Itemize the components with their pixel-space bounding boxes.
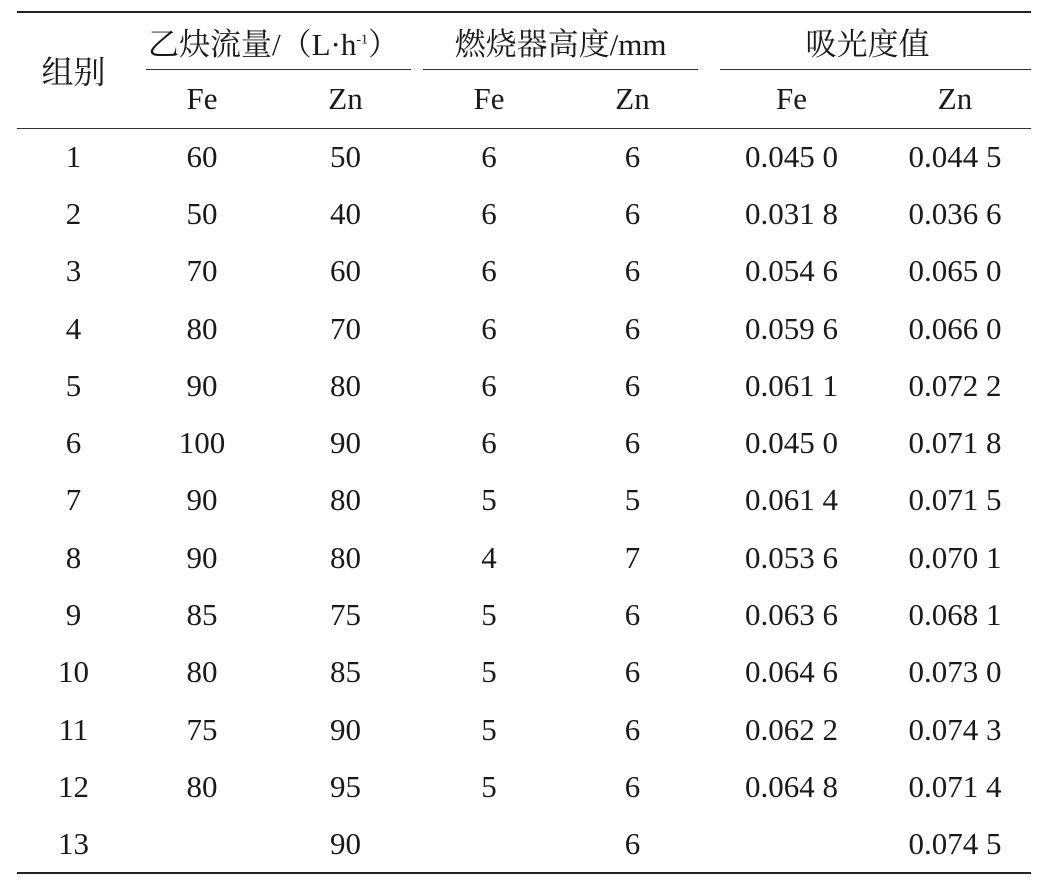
cell-group: 3 [65,253,82,289]
cell-zn-height: 6 [624,768,641,804]
cell-group: 9 [65,597,82,633]
table-row [17,644,1031,701]
cell-fe-absorbance: 0.063 6 [745,597,839,633]
table-header [17,12,1031,128]
cell-zn-flow: 80 [330,482,361,518]
cell-fe-absorbance: 0.054 6 [745,253,839,289]
table-row [17,701,1031,758]
cell-fe-absorbance: 0.045 0 [745,138,839,174]
cell-group: 8 [65,539,82,575]
cell-group: 1 [65,138,82,174]
header-acetylene-flow [130,12,417,70]
cell-fe-flow [130,816,274,873]
cell-fe-flow: 75 [186,711,218,747]
header-absorbance-label: 吸光度值 [805,27,930,62]
cell-fe-absorbance: 0.045 0 [745,425,839,461]
cell-fe-height: 5 [481,711,497,747]
subheader-zn-flow: Zn [274,70,417,128]
cell-zn-absorbance: 0.070 1 [908,539,1002,575]
header-acetylene-close: ） [368,27,400,62]
cell-zn-height: 6 [624,195,641,231]
cell-zn-flow: 50 [330,138,361,174]
cell-fe-absorbance [704,816,879,873]
table-row [17,529,1031,586]
cell-zn-height: 6 [624,654,641,690]
cell-group: 2 [65,195,82,231]
cell-group: 4 [65,310,82,346]
cell-fe-absorbance: 0.061 1 [745,367,839,403]
cell-zn-absorbance: 0.068 1 [908,597,1002,633]
cell-fe-flow: 60 [186,138,218,174]
cell-fe-height: 4 [481,539,497,575]
table-row [17,816,1031,873]
header-burner-label: 燃烧器高度/mm [454,27,667,62]
table-row [17,300,1031,357]
header-row-1 [17,12,1031,70]
cell-zn-flow: 85 [330,654,361,690]
cell-group: 6 [65,425,82,461]
cell-fe-absorbance: 0.061 4 [745,482,839,518]
cell-fe-height: 5 [481,768,497,804]
cell-zn-height: 6 [624,253,641,289]
cell-zn-absorbance: 0.071 5 [908,482,1002,518]
header-absorbance [704,12,1031,70]
table-row [17,243,1031,300]
cell-zn-flow: 80 [330,367,361,403]
cell-zn-flow: 90 [330,425,361,461]
cell-fe-absorbance: 0.059 6 [745,310,839,346]
subheader-fe-absorbance: Fe [704,70,879,128]
cell-zn-height: 6 [624,310,641,346]
header-burner-height [417,12,704,70]
cell-group: 7 [65,482,82,518]
cell-zn-height: 6 [624,711,641,747]
cell-zn-absorbance: 0.036 6 [908,195,1002,231]
cell-fe-height [417,816,561,873]
cell-zn-height: 6 [624,138,641,174]
cell-zn-height: 6 [624,425,641,461]
cell-fe-height: 6 [481,253,497,289]
cell-fe-flow: 80 [186,768,218,804]
cell-zn-flow: 60 [330,253,361,289]
cell-fe-height: 5 [481,654,497,690]
table-row [17,758,1031,815]
table-row [17,472,1031,529]
cell-fe-absorbance: 0.053 6 [745,539,839,575]
header-group: 组别 [17,12,130,128]
cell-fe-height: 6 [481,425,497,461]
cell-fe-flow: 50 [186,195,218,231]
cell-fe-height: 6 [481,367,497,403]
table-row [17,128,1031,185]
header-acetylene-sup: -1 [356,32,369,48]
cell-zn-flow: 90 [330,711,361,747]
cell-zn-absorbance: 0.066 0 [908,310,1002,346]
cell-fe-absorbance: 0.031 8 [745,195,839,231]
cell-zn-absorbance: 0.072 2 [908,367,1002,403]
cell-fe-flow: 90 [186,539,218,575]
header-acetylene-main: 乙炔流量/（L·h [147,27,357,62]
cell-zn-absorbance: 0.071 8 [908,425,1002,461]
cell-fe-height: 5 [481,482,497,518]
subheader-fe-flow: Fe [130,70,274,128]
cell-group: 5 [65,367,82,403]
cell-zn-flow: 95 [330,768,361,804]
cell-fe-flow: 70 [186,253,218,289]
table-body [17,128,1031,873]
cell-fe-flow: 90 [186,367,218,403]
cell-group: 13 [58,825,89,861]
cell-zn-absorbance: 0.073 0 [908,654,1002,690]
header-row-2 [17,70,1031,128]
experiment-data-table [17,11,1031,874]
cell-fe-height: 5 [481,597,497,633]
cell-zn-absorbance: 0.071 4 [908,768,1002,804]
cell-fe-flow: 90 [186,482,218,518]
cell-zn-flow: 75 [330,597,361,633]
cell-zn-flow: 40 [330,195,361,231]
table-row [17,586,1031,643]
cell-zn-height: 6 [624,825,641,861]
cell-zn-absorbance: 0.044 5 [908,138,1002,174]
cell-zn-height: 5 [624,482,641,518]
cell-zn-height: 7 [624,539,641,575]
cell-fe-height: 6 [481,195,497,231]
cell-group: 10 [58,654,89,690]
cell-fe-absorbance: 0.064 8 [745,768,839,804]
cell-fe-flow: 80 [186,310,218,346]
cell-zn-flow: 80 [330,539,361,575]
subheader-zn-absorbance: Zn [879,70,1031,128]
cell-zn-absorbance: 0.074 5 [908,825,1002,861]
cell-zn-height: 6 [624,367,641,403]
table-row [17,357,1031,414]
cell-group: 12 [58,768,89,804]
cell-zn-absorbance: 0.065 0 [908,253,1002,289]
cell-fe-flow: 80 [186,654,218,690]
cell-fe-height: 6 [481,138,497,174]
table-row [17,185,1031,242]
subheader-zn-height: Zn [561,70,704,128]
table-row [17,414,1031,471]
cell-zn-flow: 90 [330,825,361,861]
cell-fe-height: 6 [481,310,497,346]
cell-group: 11 [58,711,89,747]
cell-fe-absorbance: 0.064 6 [745,654,839,690]
cell-zn-absorbance: 0.074 3 [908,711,1002,747]
subheader-fe-height: Fe [417,70,561,128]
cell-zn-flow: 70 [330,310,361,346]
cell-fe-absorbance: 0.062 2 [745,711,839,747]
cell-fe-flow: 100 [178,425,226,461]
cell-zn-height: 6 [624,597,641,633]
cell-fe-flow: 85 [186,597,218,633]
